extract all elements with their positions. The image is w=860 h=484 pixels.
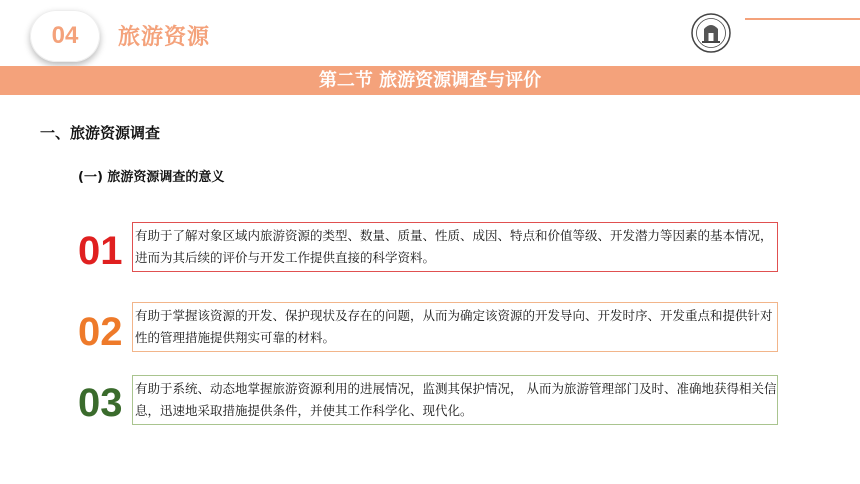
item-number-02: 02 bbox=[78, 310, 123, 354]
section-heading: 一、旅游资源调查 bbox=[40, 124, 161, 142]
section-number-badge bbox=[30, 10, 100, 62]
university-seal-icon bbox=[691, 13, 731, 53]
item-number-03: 03 bbox=[78, 381, 123, 425]
header-accent-line bbox=[745, 18, 860, 20]
section-number: 04 bbox=[51, 22, 79, 49]
item-number-01: 01 bbox=[78, 229, 123, 273]
section-title: 旅游资源 bbox=[118, 25, 211, 50]
item-text-03: 有助于系统、动态地掌握旅游资源利用的进展情况，监测其保护情况， 从而为旅游管理部门及时、准确地获得相关信息，迅速地采取措施提供条件，并使其工作科学化、现代化。 bbox=[132, 375, 778, 425]
item-text-02: 有助于掌握该资源的开发、保护现状及存在的问题，从而为确定该资源的开发导向、开发时序、开发重点和提供针对性的管理措施提供翔实可靠的材料。 bbox=[132, 302, 778, 352]
banner-title: 第二节 旅游资源调查与评价 bbox=[318, 70, 542, 91]
subsection-heading: (一) 旅游资源调查的意义 bbox=[78, 170, 225, 185]
item-text-01: 有助于了解对象区域内旅游资源的类型、数量、质量、性质、成因、特点和价值等级、开发潜力等因素的基本情况，进而为其后续的评价与开发工作提供直接的科学资料。 bbox=[132, 222, 778, 272]
chapter-banner bbox=[0, 66, 860, 95]
